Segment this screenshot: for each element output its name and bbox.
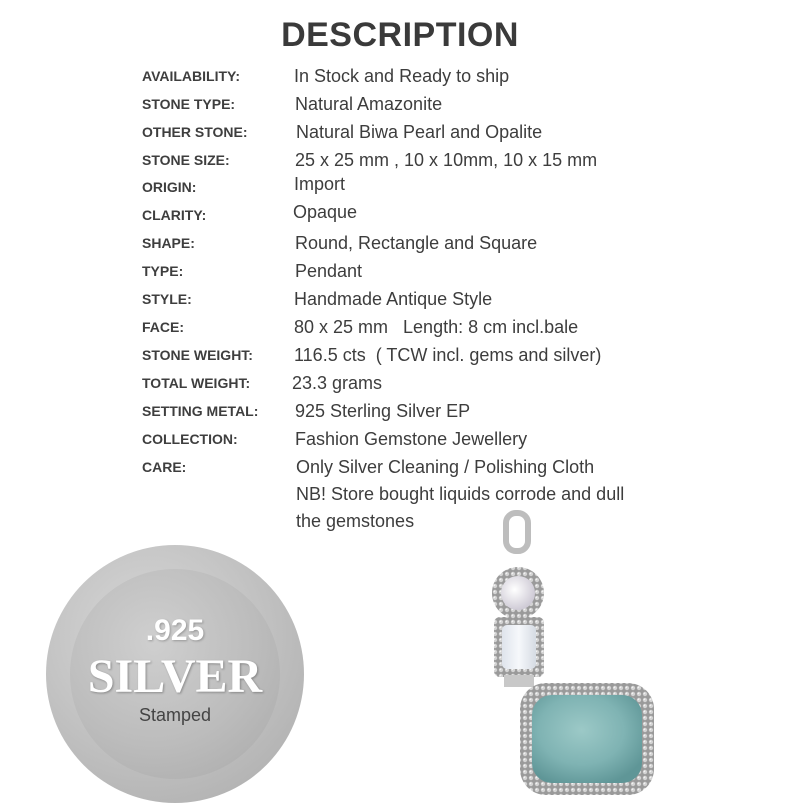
pendant-connector — [504, 675, 534, 687]
spec-value: 116.5 cts ( TCW incl. gems and silver) — [294, 345, 602, 365]
badge-silver-text: SILVER — [87, 650, 263, 703]
page-title: DESCRIPTION — [281, 16, 519, 54]
spec-label: COLLECTION: — [142, 431, 238, 447]
spec-label: CLARITY: — [142, 207, 207, 223]
spec-value: Opaque — [293, 202, 358, 222]
spec-label: SETTING METAL: — [142, 403, 259, 419]
spec-value: 925 Sterling Silver EP — [295, 401, 471, 421]
badge-inner-circle — [70, 569, 280, 779]
spec-row-shape — [0, 229, 800, 257]
spec-value: 80 x 25 mm Length: 8 cm incl.bale — [294, 317, 579, 337]
spec-label: STONE SIZE: — [142, 152, 230, 168]
badge-purity: .925 — [145, 614, 205, 647]
spec-row-style — [0, 285, 800, 313]
spec-row-care — [0, 453, 800, 481]
spec-label: OTHER STONE: — [142, 124, 248, 140]
spec-row-stone-size — [0, 146, 800, 174]
spec-row-collection — [0, 425, 800, 453]
amazonite-stone — [532, 695, 642, 783]
spec-row-total-weight — [0, 369, 800, 397]
spec-value: In Stock and Ready to ship — [294, 66, 510, 86]
pendant-bale — [506, 513, 528, 551]
spec-label: STONE TYPE: — [142, 96, 236, 112]
spec-row-origin — [0, 173, 800, 201]
spec-label: STYLE: — [142, 291, 192, 307]
pearl-stone — [501, 576, 535, 610]
spec-row-stone-weight — [0, 341, 800, 369]
spec-value: Handmade Antique Style — [294, 289, 493, 309]
spec-row-type — [0, 257, 800, 285]
spec-label: AVAILABILITY: — [142, 68, 240, 84]
spec-value: Only Silver Cleaning / Polishing Cloth — [296, 457, 595, 477]
spec-row-clarity — [0, 201, 800, 229]
spec-row-setting-metal — [0, 397, 800, 425]
spec-row-availability — [0, 62, 800, 90]
spec-row-face — [0, 313, 800, 341]
spec-label: TYPE: — [142, 263, 184, 279]
spec-value: 23.3 grams — [292, 373, 383, 393]
spec-value: 25 x 25 mm , 10 x 10mm, 10 x 15 mm — [295, 150, 598, 170]
care-note-line-1: NB! Store bought liquids corrode and dull — [296, 484, 625, 504]
spec-label: CARE: — [142, 459, 187, 475]
care-note-line-2: the gemstones — [296, 511, 415, 531]
silver-stamp-badge — [46, 545, 304, 803]
spec-value: Fashion Gemstone Jewellery — [295, 429, 528, 449]
spec-value: Import — [294, 174, 346, 194]
spec-row-other-stone — [0, 118, 800, 146]
spec-value: Natural Biwa Pearl and Opalite — [296, 122, 543, 142]
spec-label: SHAPE: — [142, 235, 195, 251]
spec-value: Natural Amazonite — [295, 94, 443, 114]
spec-label: STONE WEIGHT: — [142, 347, 253, 363]
spec-row-stone-type — [0, 90, 800, 118]
pendant-image — [480, 505, 660, 800]
spec-value: Pendant — [295, 261, 363, 281]
opalite-stone — [502, 625, 536, 669]
badge-stamped-text: Stamped — [138, 705, 212, 725]
spec-label: FACE: — [142, 319, 184, 335]
spec-value: Round, Rectangle and Square — [295, 233, 538, 253]
spec-label: TOTAL WEIGHT: — [142, 375, 251, 391]
spec-label: ORIGIN: — [142, 179, 197, 195]
